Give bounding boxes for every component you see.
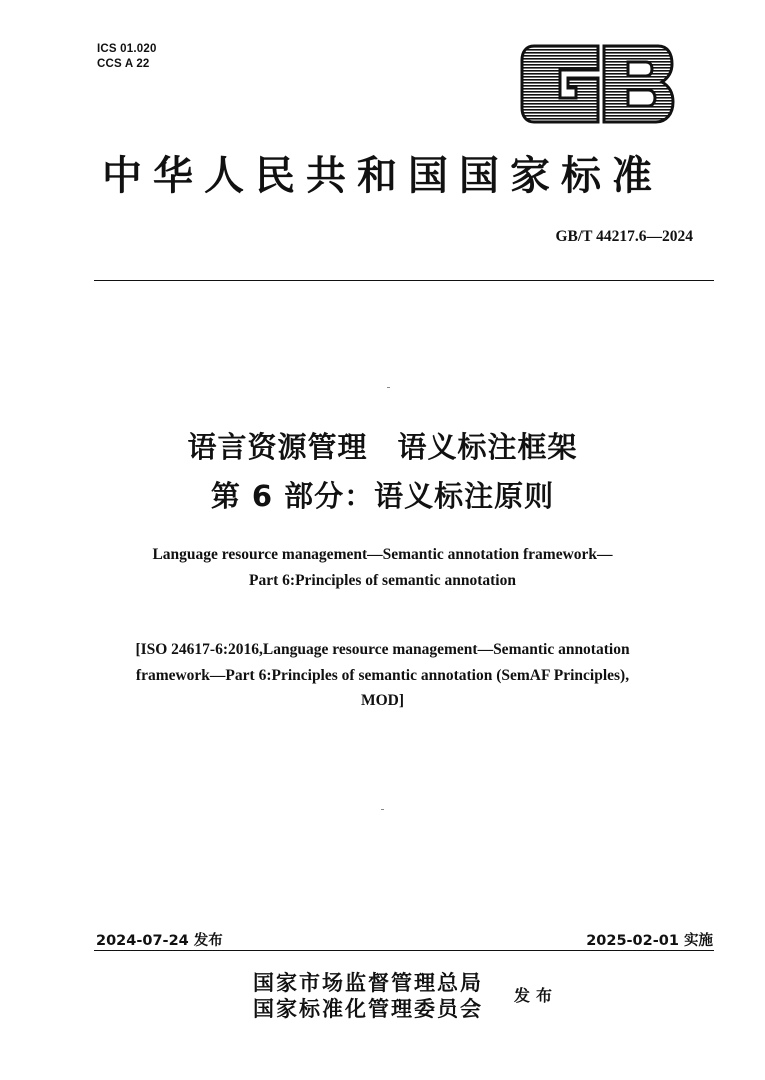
issuer-samr: 国家市场监督管理总局 <box>253 970 483 995</box>
chinese-title-line-2: 第 6 部分：语义标注原则 <box>210 479 555 513</box>
iso-reference-line-2: framework—Part 6:Principles of semantic annotation (SemAF Principles), <box>135 667 630 684</box>
publish-date: 2024-07-24 发布 <box>96 933 223 949</box>
top-divider <box>94 280 714 281</box>
standard-number: GB/T 44217.6—2024 <box>555 228 693 245</box>
issue-label: 发布 <box>514 986 559 1005</box>
gb-logo-icon <box>518 40 676 128</box>
chinese-title-line-1: 语言资源管理 语义标注框架 <box>187 430 578 464</box>
iso-reference-line-1: [ISO 24617-6:2016,Language resource management—Semantic annotation <box>135 641 630 658</box>
implementation-date: 2025-02-01 实施 <box>586 933 713 949</box>
english-title-line-1: Language resource management—Semantic annotation framework— <box>152 546 613 563</box>
ics-code: ICS 01.020 <box>97 43 157 55</box>
issuer-sac: 国家标准化管理委员会 <box>253 996 483 1021</box>
english-title-line-2: Part 6:Principles of semantic annotation <box>249 572 516 589</box>
scan-speck <box>381 809 384 810</box>
standard-category: 中华人民共和国国家标准 <box>102 152 663 199</box>
classification-codes <box>97 42 157 72</box>
bottom-divider <box>94 950 714 951</box>
scan-speck <box>387 387 390 388</box>
ccs-code: CCS A 22 <box>97 58 150 70</box>
iso-reference-line-3: MOD] <box>360 692 405 709</box>
issuing-authorities <box>253 970 483 1022</box>
